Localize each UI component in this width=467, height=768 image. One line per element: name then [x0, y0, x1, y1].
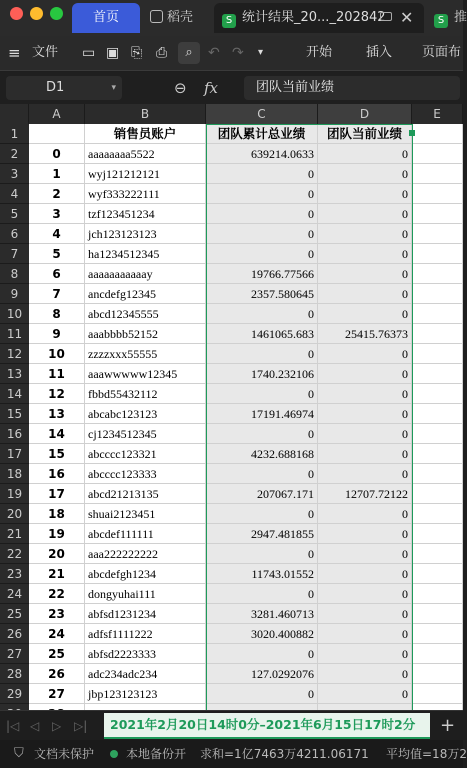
table-cell-c[interactable]: 3281.460713	[206, 604, 318, 624]
table-cell-e[interactable]	[412, 184, 463, 204]
table-cell-c[interactable]: 207067.171	[206, 484, 318, 504]
table-cell-a[interactable]: 3	[29, 204, 85, 224]
table-cell-a[interactable]: 16	[29, 464, 85, 484]
row-header[interactable]: 16	[0, 424, 29, 444]
prev-sheet-icon[interactable]: ◁	[30, 719, 40, 733]
toolbar	[0, 36, 463, 71]
close-tab-icon[interactable]: ✕	[400, 8, 414, 27]
table-cell-d[interactable]: 0	[318, 504, 412, 524]
table-cell-a[interactable]: 27	[29, 684, 85, 704]
table-cell-a[interactable]: 1	[29, 164, 85, 184]
table-cell-a[interactable]: 22	[29, 584, 85, 604]
table-cell-d[interactable]: 0	[318, 344, 412, 364]
table-cell-d[interactable]: 0	[318, 564, 412, 584]
table-cell-a[interactable]: 6	[29, 264, 85, 284]
spreadsheet-icon: S	[434, 14, 448, 28]
table-cell-b[interactable]: aaabbbb52152	[85, 324, 206, 344]
table-cell-e[interactable]	[412, 464, 463, 484]
table-cell-c[interactable]: 1740.232106	[206, 364, 318, 384]
table-cell-b[interactable]: abfsd2223333	[85, 644, 206, 664]
row-header[interactable]: 20	[0, 504, 29, 524]
formula-bar	[0, 72, 463, 105]
table-cell-d[interactable]: 0	[318, 364, 412, 384]
table-cell-d[interactable]: 0	[318, 544, 412, 564]
average-readout[interactable]: 平均值=18万2	[386, 747, 467, 761]
backup-status-dot	[110, 750, 118, 758]
tab-next-label: 推	[454, 10, 467, 25]
open-folder-icon[interactable]: ▭	[82, 45, 96, 61]
row-header[interactable]: 29	[0, 684, 29, 704]
redo-icon[interactable]: ↷	[232, 45, 244, 61]
table-cell-d[interactable]: 0	[318, 284, 412, 304]
table-cell-a[interactable]: 10	[29, 344, 85, 364]
table-cell-c[interactable]: 0	[206, 304, 318, 324]
sheet-bar	[0, 710, 463, 741]
row-header[interactable]: 4	[0, 184, 29, 204]
table-cell-e[interactable]	[412, 584, 463, 604]
more-dropdown-icon[interactable]: ▾	[258, 47, 264, 58]
table-cell-a[interactable]: 0	[29, 144, 85, 164]
last-sheet-icon[interactable]: ▷|	[74, 719, 88, 733]
next-sheet-icon[interactable]: ▷	[52, 719, 62, 733]
table-cell-d[interactable]: 0	[318, 224, 412, 244]
formula-content: 团队当前业绩	[256, 80, 335, 95]
row-header[interactable]: 24	[0, 584, 29, 604]
table-cell-e[interactable]	[412, 504, 463, 524]
table-cell-e[interactable]	[412, 164, 463, 184]
table-cell-c[interactable]: 0	[206, 644, 318, 664]
header-cell-account[interactable]: 销售员账户	[85, 124, 206, 144]
table-cell-b[interactable]: aaawwwww12345	[85, 364, 206, 384]
table-cell-a[interactable]: 7	[29, 284, 85, 304]
table-cell-b[interactable]: aaa222222222	[85, 544, 206, 564]
table-cell-d[interactable]: 0	[318, 404, 412, 424]
menu-page-layout[interactable]: 页面布	[422, 45, 462, 60]
print-preview-icon[interactable]: ⌕	[178, 42, 200, 64]
tab-next[interactable]	[434, 3, 467, 33]
row-header-column	[0, 124, 29, 724]
zoom-formula-icon[interactable]: ⊖	[174, 79, 187, 97]
select-all-corner[interactable]	[0, 104, 29, 124]
row-header[interactable]: 25	[0, 604, 29, 624]
table-cell-e[interactable]	[412, 224, 463, 244]
close-window-button[interactable]	[10, 7, 23, 20]
row-header[interactable]: 1	[0, 124, 29, 144]
table-cell-b[interactable]: zzzzxxx55555	[85, 344, 206, 364]
row-header[interactable]: 26	[0, 624, 29, 644]
table-cell-b[interactable]: shuai2123451	[85, 504, 206, 524]
menu-insert[interactable]: 插入	[366, 45, 393, 60]
table-cell-d[interactable]: 0	[318, 304, 412, 324]
table-cell-e[interactable]	[412, 424, 463, 444]
tab-active-label: 统计结果_20..._202842	[242, 10, 386, 25]
table-cell-a[interactable]: 5	[29, 244, 85, 264]
save-icon[interactable]: ▣	[106, 45, 120, 61]
row-header[interactable]: 23	[0, 564, 29, 584]
table-cell-b[interactable]: dongyuhai111	[85, 584, 206, 604]
table-cell-b[interactable]: jch123123123	[85, 224, 206, 244]
table-cell-e[interactable]	[412, 544, 463, 564]
header-cell-total-performance[interactable]: 团队累计总业绩	[206, 124, 318, 144]
print-icon[interactable]: ⎙	[156, 45, 168, 61]
table-cell-b[interactable]: abcccc123321	[85, 444, 206, 464]
table-cell-c[interactable]: 0	[206, 384, 318, 404]
tab-bar	[0, 0, 467, 36]
fill-handle-corner[interactable]	[409, 130, 415, 136]
row-header[interactable]: 15	[0, 404, 29, 424]
row-header[interactable]: 6	[0, 224, 29, 244]
tab-active-document[interactable]	[214, 3, 424, 33]
column-header-e[interactable]: E	[412, 104, 463, 124]
table-cell-d[interactable]: 0	[318, 384, 412, 404]
table-cell-c[interactable]: 19766.77566	[206, 264, 318, 284]
table-cell-b[interactable]: ancdefg12345	[85, 284, 206, 304]
row-header[interactable]: 3	[0, 164, 29, 184]
table-cell-d[interactable]: 0	[318, 584, 412, 604]
table-cell-b[interactable]: abcabc123123	[85, 404, 206, 424]
header-cell-current-performance[interactable]: 团队当前业绩	[318, 124, 412, 144]
table-cell-e[interactable]	[412, 444, 463, 464]
add-sheet-button[interactable]: +	[440, 715, 456, 736]
shield-icon: ⛉	[14, 746, 24, 761]
column-header-c[interactable]: C	[206, 104, 318, 124]
table-cell-a[interactable]: 26	[29, 664, 85, 684]
table-cell-a[interactable]: 2	[29, 184, 85, 204]
function-icon[interactable]: fx	[204, 79, 219, 97]
cell-area	[29, 124, 463, 724]
table-cell-b[interactable]: abfsd1231234	[85, 604, 206, 624]
table-cell-d[interactable]: 0	[318, 524, 412, 544]
row-header[interactable]: 13	[0, 364, 29, 384]
table-cell-c[interactable]: 0	[206, 244, 318, 264]
column-header-b[interactable]: B	[85, 104, 206, 124]
table-cell-c[interactable]: 0	[206, 224, 318, 244]
minimize-window-button[interactable]	[30, 7, 43, 20]
sum-readout[interactable]: 求和=1亿7463万4211.06171	[200, 747, 369, 761]
table-cell-e[interactable]	[412, 284, 463, 304]
table-cell-b[interactable]: abcdef111111	[85, 524, 206, 544]
column-header-row	[0, 104, 463, 124]
table-cell-e[interactable]	[412, 564, 463, 584]
table-cell-c[interactable]: 0	[206, 544, 318, 564]
table-cell-a[interactable]: 9	[29, 324, 85, 344]
monitor-icon	[380, 12, 392, 21]
tab-daoke-label: 稻壳	[167, 10, 194, 25]
table-cell-d[interactable]: 0	[318, 204, 412, 224]
table-cell-d[interactable]: 0	[318, 264, 412, 284]
table-cell-a[interactable]: 18	[29, 504, 85, 524]
table-cell-a[interactable]: 25	[29, 644, 85, 664]
table-cell-b[interactable]: adfsf1111222	[85, 624, 206, 644]
table-cell-d[interactable]: 25415.76373	[318, 324, 412, 344]
table-cell-d[interactable]: 0	[318, 464, 412, 484]
row-header[interactable]: 10	[0, 304, 29, 324]
table-cell-e[interactable]	[412, 384, 463, 404]
row-header[interactable]: 27	[0, 644, 29, 664]
table-cell-d[interactable]: 0	[318, 664, 412, 684]
spreadsheet-icon: S	[222, 14, 236, 28]
table-cell-c[interactable]: 0	[206, 464, 318, 484]
row-header[interactable]: 12	[0, 344, 29, 364]
table-cell-c[interactable]: 0	[206, 504, 318, 524]
table-cell-d[interactable]: 12707.72122	[318, 484, 412, 504]
table-cell-e[interactable]	[412, 344, 463, 364]
hamburger-menu-icon[interactable]: ≡	[8, 44, 21, 62]
table-cell-b[interactable]: aaaaaaaaaaay	[85, 264, 206, 284]
table-cell-c[interactable]: 0	[206, 424, 318, 444]
column-header-a[interactable]: A	[29, 104, 85, 124]
table-cell-a[interactable]: 13	[29, 404, 85, 424]
table-cell-c[interactable]: 0	[206, 184, 318, 204]
table-cell-c[interactable]: 17191.46974	[206, 404, 318, 424]
column-header-d[interactable]: D	[318, 104, 412, 124]
row-header[interactable]: 28	[0, 664, 29, 684]
name-box[interactable]	[6, 76, 122, 100]
table-cell-c[interactable]: 2357.580645	[206, 284, 318, 304]
table-cell-b[interactable]: wyj121212121	[85, 164, 206, 184]
table-cell-e[interactable]	[412, 404, 463, 424]
table-cell-d[interactable]: 0	[318, 684, 412, 704]
table-cell-b[interactable]: cj1234512345	[85, 424, 206, 444]
table-cell-c[interactable]: 0	[206, 164, 318, 184]
table-cell-a[interactable]: 12	[29, 384, 85, 404]
table-cell-e[interactable]	[412, 484, 463, 504]
table-cell-e[interactable]	[412, 204, 463, 224]
export-pdf-icon[interactable]: ⎘	[131, 45, 143, 61]
table-cell-a[interactable]: 8	[29, 304, 85, 324]
table-cell-e[interactable]	[412, 304, 463, 324]
table-cell-b[interactable]: wyf333222111	[85, 184, 206, 204]
table-cell-b[interactable]: aaaaaaaa5522	[85, 144, 206, 164]
chevron-down-icon: ▾	[111, 83, 116, 93]
table-cell-b[interactable]: fbbd55432112	[85, 384, 206, 404]
table-cell-c[interactable]: 2947.481855	[206, 524, 318, 544]
row-header[interactable]: 17	[0, 444, 29, 464]
table-cell-d[interactable]: 0	[318, 244, 412, 264]
row-header[interactable]: 7	[0, 244, 29, 264]
tab-home[interactable]: 首页	[72, 3, 140, 33]
table-cell-d[interactable]: 0	[318, 444, 412, 464]
table-cell-b[interactable]: adc234adc234	[85, 664, 206, 684]
menu-start[interactable]: 开始	[306, 45, 333, 60]
sheet-tab-label: 2021年2月20日14时0分–2021年6月15日17时2分	[110, 717, 416, 732]
table-cell-c[interactable]: 4232.688168	[206, 444, 318, 464]
daoke-icon	[150, 10, 163, 23]
row-header[interactable]: 21	[0, 524, 29, 544]
row-header[interactable]: 9	[0, 284, 29, 304]
table-cell-c[interactable]: 639214.0633	[206, 144, 318, 164]
row-header[interactable]: 5	[0, 204, 29, 224]
table-cell-c[interactable]: 11743.01552	[206, 564, 318, 584]
table-cell-c[interactable]: 3020.400882	[206, 624, 318, 644]
table-cell-b[interactable]: jbp123123123	[85, 684, 206, 704]
table-cell-e[interactable]	[412, 684, 463, 704]
cell-e1[interactable]	[412, 124, 463, 144]
table-cell-b[interactable]: tzf123451234	[85, 204, 206, 224]
table-cell-a[interactable]: 14	[29, 424, 85, 444]
table-cell-b[interactable]: abcd12345555	[85, 304, 206, 324]
table-cell-c[interactable]: 0	[206, 204, 318, 224]
document-protection-status[interactable]: 文档未保护	[34, 747, 95, 761]
cell-a1[interactable]	[29, 124, 85, 144]
table-cell-a[interactable]: 20	[29, 544, 85, 564]
first-sheet-icon[interactable]: |◁	[6, 719, 20, 733]
table-cell-a[interactable]: 23	[29, 604, 85, 624]
table-cell-c[interactable]: 0	[206, 684, 318, 704]
spreadsheet-grid	[0, 104, 463, 710]
table-cell-b[interactable]: abcd21213135	[85, 484, 206, 504]
table-cell-d[interactable]: 0	[318, 424, 412, 444]
tab-daoke[interactable]	[146, 3, 212, 33]
row-header[interactable]: 11	[0, 324, 29, 344]
table-cell-a[interactable]: 11	[29, 364, 85, 384]
table-cell-d[interactable]: 0	[318, 604, 412, 624]
table-cell-a[interactable]: 19	[29, 524, 85, 544]
table-cell-e[interactable]	[412, 524, 463, 544]
table-cell-c[interactable]: 0	[206, 344, 318, 364]
table-cell-d[interactable]: 0	[318, 644, 412, 664]
table-cell-a[interactable]: 21	[29, 564, 85, 584]
zoom-window-button[interactable]	[50, 7, 63, 20]
table-cell-e[interactable]	[412, 624, 463, 644]
table-cell-d[interactable]: 0	[318, 164, 412, 184]
table-cell-e[interactable]	[412, 244, 463, 264]
backup-status[interactable]: 本地备份开	[126, 747, 187, 761]
table-cell-e[interactable]	[412, 324, 463, 344]
table-cell-a[interactable]: 4	[29, 224, 85, 244]
row-header[interactable]: 22	[0, 544, 29, 564]
undo-icon[interactable]: ↶	[208, 45, 220, 61]
status-bar	[0, 740, 467, 768]
sheet-tab-active[interactable]	[104, 713, 430, 739]
table-cell-a[interactable]: 17	[29, 484, 85, 504]
table-cell-e[interactable]	[412, 264, 463, 284]
table-cell-c[interactable]: 1461065.683	[206, 324, 318, 344]
table-cell-e[interactable]	[412, 604, 463, 624]
formula-input[interactable]	[244, 76, 460, 100]
table-cell-d[interactable]: 0	[318, 624, 412, 644]
table-cell-e[interactable]	[412, 144, 463, 164]
file-menu[interactable]: 文件	[32, 45, 59, 60]
cell-reference: D1	[46, 80, 65, 95]
table-cell-d[interactable]: 0	[318, 184, 412, 204]
table-cell-b[interactable]: ha1234512345	[85, 244, 206, 264]
table-cell-e[interactable]	[412, 364, 463, 384]
table-cell-b[interactable]: abcdefgh1234	[85, 564, 206, 584]
table-cell-d[interactable]: 0	[318, 144, 412, 164]
row-header[interactable]: 19	[0, 484, 29, 504]
row-header[interactable]: 2	[0, 144, 29, 164]
row-header[interactable]: 8	[0, 264, 29, 284]
row-header[interactable]: 14	[0, 384, 29, 404]
table-cell-b[interactable]: abcccc123333	[85, 464, 206, 484]
table-cell-c[interactable]: 127.0292076	[206, 664, 318, 684]
table-cell-e[interactable]	[412, 664, 463, 684]
table-cell-a[interactable]: 15	[29, 444, 85, 464]
table-cell-a[interactable]: 24	[29, 624, 85, 644]
table-cell-e[interactable]	[412, 644, 463, 664]
table-cell-c[interactable]: 0	[206, 584, 318, 604]
row-header[interactable]: 18	[0, 464, 29, 484]
